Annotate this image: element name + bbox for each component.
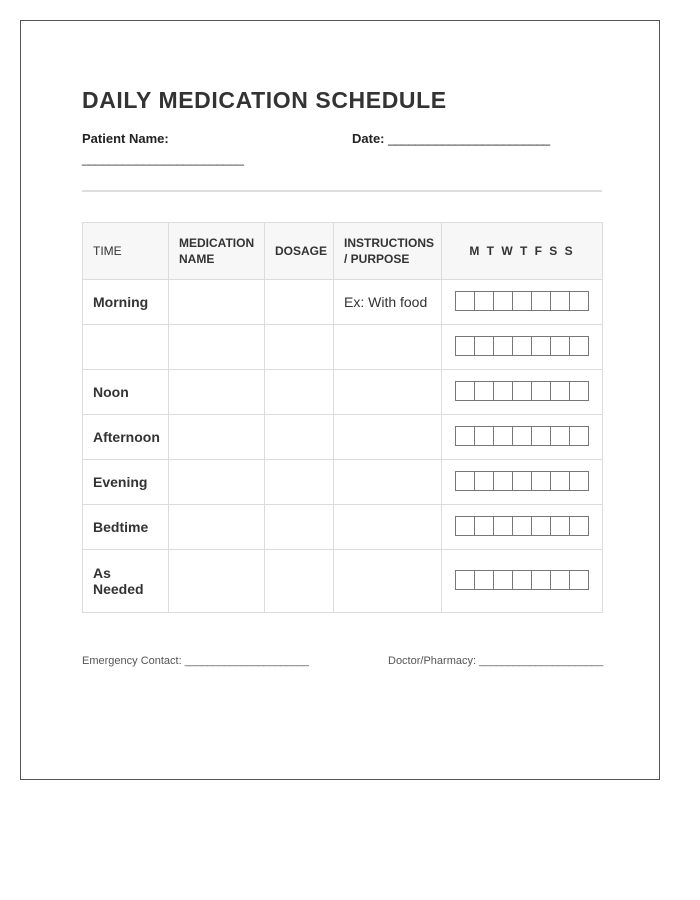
time-cell: Morning [83,280,169,325]
day-checkbox[interactable] [569,471,589,491]
medication-cell[interactable] [169,550,265,613]
medication-cell[interactable] [169,505,265,550]
day-checkbox[interactable] [531,381,551,401]
table-row [83,415,603,460]
dosage-cell[interactable] [265,370,334,415]
day-checkbox[interactable] [455,381,475,401]
dosage-cell[interactable] [265,415,334,460]
instructions-cell[interactable] [334,415,442,460]
day-checkbox[interactable] [531,516,551,536]
day-checkbox[interactable] [550,426,570,446]
day-checkbox-group [455,336,589,356]
instructions-cell[interactable] [334,460,442,505]
time-cell: As Needed [83,550,169,613]
day-checkbox[interactable] [512,291,532,311]
day-checkbox[interactable] [455,471,475,491]
instructions-cell[interactable] [334,550,442,613]
instructions-cell[interactable] [334,505,442,550]
day-checkbox[interactable] [531,471,551,491]
day-checkbox[interactable] [474,570,494,590]
day-checkbox[interactable] [493,426,513,446]
day-checkbox[interactable] [550,570,570,590]
day-checkbox[interactable] [455,426,475,446]
day-checkbox[interactable] [569,381,589,401]
day-checkbox[interactable] [512,426,532,446]
day-checkbox[interactable] [531,426,551,446]
day-checkbox-group [455,381,589,401]
day-checkbox-group [455,291,589,311]
day-checkbox[interactable] [569,336,589,356]
dosage-cell[interactable] [265,460,334,505]
header-time: TIME [83,223,169,280]
day-checkbox-group [455,471,589,491]
day-checkbox[interactable] [474,426,494,446]
day-checkbox[interactable] [550,291,570,311]
day-checkbox[interactable] [493,336,513,356]
day-checkbox[interactable] [569,291,589,311]
day-checkbox-cell [442,280,603,325]
day-checkbox[interactable] [531,291,551,311]
page-title: DAILY MEDICATION SCHEDULE [82,87,447,113]
time-cell [83,325,169,370]
day-checkbox[interactable] [474,336,494,356]
emergency-contact-label: Emergency Contact: [82,655,182,667]
medication-cell[interactable] [169,415,265,460]
day-checkbox[interactable] [550,336,570,356]
table-row [83,280,603,325]
table-row [83,370,603,415]
table-row [83,325,603,370]
dosage-cell[interactable] [265,505,334,550]
day-checkbox[interactable] [474,516,494,536]
medication-cell[interactable] [169,460,265,505]
table-row [83,460,603,505]
day-checkbox[interactable] [550,516,570,536]
header-medication-name: MEDICATION NAME [169,223,265,280]
day-checkbox[interactable] [550,381,570,401]
dosage-cell[interactable] [265,280,334,325]
day-checkbox[interactable] [455,516,475,536]
date-field[interactable]: ________________________ [388,131,550,146]
day-checkbox[interactable] [493,291,513,311]
table-row [83,505,603,550]
instructions-cell[interactable] [334,370,442,415]
day-checkbox[interactable] [493,516,513,536]
medication-cell[interactable] [169,325,265,370]
day-checkbox-cell [442,370,603,415]
day-checkbox-group [455,570,589,590]
emergency-contact-field[interactable]: ______________________ [184,655,309,667]
header-instructions: INSTRUCTIONS / PURPOSE [334,223,442,280]
schedule-sheet [20,20,660,780]
day-checkbox[interactable] [569,570,589,590]
medication-cell[interactable] [169,280,265,325]
day-checkbox[interactable] [493,570,513,590]
day-checkbox[interactable] [455,336,475,356]
table-row [83,550,603,613]
header-dosage: DOSAGE [265,223,334,280]
day-checkbox-cell [442,550,603,613]
time-cell: Noon [83,370,169,415]
day-checkbox-cell [442,415,603,460]
doctor-pharmacy [388,655,603,667]
doctor-pharmacy-label: Doctor/Pharmacy: [388,655,477,667]
day-checkbox[interactable] [512,516,532,536]
day-checkbox[interactable] [455,291,475,311]
dosage-cell[interactable] [265,550,334,613]
dosage-cell[interactable] [265,325,334,370]
day-checkbox[interactable] [512,336,532,356]
day-checkbox-group [455,426,589,446]
instructions-cell[interactable] [334,325,442,370]
day-checkbox[interactable] [455,570,475,590]
day-checkbox[interactable] [531,336,551,356]
day-checkbox[interactable] [493,381,513,401]
date-group [352,131,550,146]
doctor-pharmacy-field[interactable]: ______________________ [479,655,603,667]
day-checkbox[interactable] [493,471,513,491]
day-checkbox[interactable] [569,426,589,446]
patient-name-field[interactable]: ________________________ [82,151,244,166]
day-checkbox[interactable] [550,471,570,491]
day-checkbox[interactable] [474,291,494,311]
day-checkbox[interactable] [512,381,532,401]
day-checkbox[interactable] [474,381,494,401]
divider [82,190,602,192]
time-cell: Bedtime [83,505,169,550]
emergency-contact [82,655,308,667]
day-checkbox[interactable] [474,471,494,491]
day-checkbox-cell [442,460,603,505]
medication-cell[interactable] [169,370,265,415]
day-checkbox[interactable] [531,570,551,590]
day-checkbox-group [455,516,589,536]
header-days: M T W T F S S [442,223,603,280]
patient-name-label: Patient Name: [82,131,169,146]
time-cell: Evening [83,460,169,505]
date-label: Date: [352,131,385,146]
day-checkbox-cell [442,505,603,550]
instructions-cell[interactable]: Ex: With food [334,280,442,325]
day-checkbox[interactable] [512,471,532,491]
medication-table [82,222,603,613]
time-cell: Afternoon [83,415,169,460]
day-checkbox[interactable] [569,516,589,536]
table-header-row [83,223,603,280]
day-checkbox-cell [442,325,603,370]
day-checkbox[interactable] [512,570,532,590]
